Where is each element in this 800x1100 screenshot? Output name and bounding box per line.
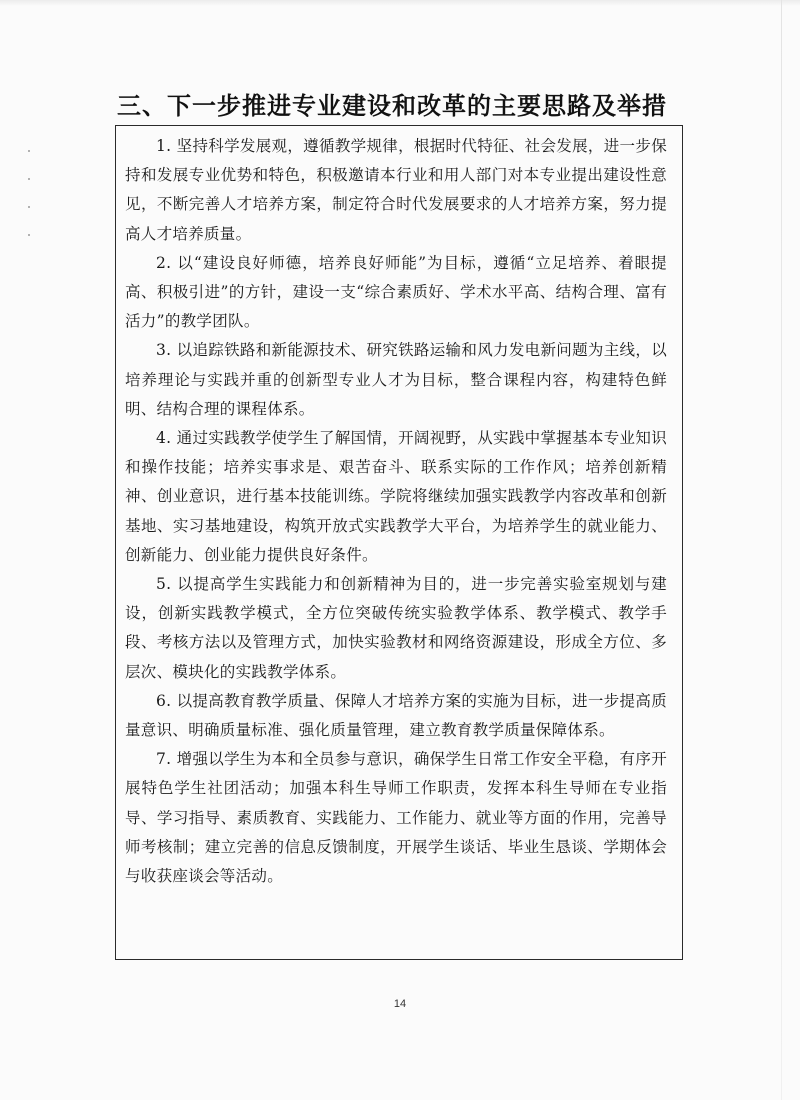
paragraph-3: 3. 以追踪铁路和新能源技术、研究铁路运输和风力发电新问题为主线，以培养理论与实践并重的创新型专业人才为目标，整合课程内容，构建特色鲜明、结构合理的课程体系。	[125, 341, 667, 418]
content-box	[115, 125, 683, 960]
scan-top-edge	[0, 0, 800, 6]
page-number: 14	[393, 998, 407, 1010]
paragraph-1: 1. 坚持科学发展观，遵循教学规律，根据时代特征、社会发展，进一步保持和发展专业优势和特色，积极邀请本行业和用人部门对本专业提出建设性意见，不断完善人才培养方案，制定符合时代发展要求的人才培养方案，努力提高人才培养质量。	[125, 137, 667, 243]
paragraph-6: 6. 以提高教育教学质量、保障人才培养方案的实施为目标，进一步提高质量意识、明确质量标准、强化质量管理，建立教育教学质量保障体系。	[125, 691, 667, 740]
binding-holes	[26, 150, 32, 240]
paragraph-4: 4. 通过实践教学使学生了解国情，开阔视野，从实践中掌握基本专业知识和操作技能；培养实事求是、艰苦奋斗、联系实际的工作作风；培养创新精神、创业意识，进行基本技能训练。学院将继续加强实践教学内容改革和创新基地、实习基地建设，构筑开放式实践教学大平台，为培养学生的就业能力、创新能力、创业能力提供良好条件。	[125, 429, 667, 564]
scan-right-edge	[781, 0, 782, 1100]
binding-dot	[28, 178, 30, 180]
binding-dot	[28, 206, 30, 208]
section-title: 三、下一步推进专业建设和改革的主要思路及举措	[117, 92, 667, 120]
binding-dot	[28, 150, 30, 152]
binding-dot	[28, 234, 30, 236]
paragraph-7: 7. 增强以学生为本和全员参与意识，确保学生日常工作安全平稳，有序开展特色学生社团活动；加强本科生导师工作职责，发挥本科生导师在专业指导、学习指导、素质教育、实践能力、工作能力、就业等方面的作用，完善导师考核制；建立完善的信息反馈制度，开展学生谈话、毕业生恳谈、学期体会与收获座谈会等活动。	[125, 750, 667, 886]
paragraph-5: 5. 以提高学生实践能力和创新精神为目的，进一步完善实验室规划与建设，创新实践教学模式，全方位突破传统实验教学体系、教学模式、教学手段、考核方法以及管理方式，加快实验教材和网络资源建设，形成全方位、多层次、模块化的实践教学体系。	[125, 575, 667, 681]
paragraph-2: 2. 以“建设良好师德，培养良好师能”为目标，遵循“立足培养、着眼提高、积极引进”的方针，建设一支“综合素质好、学术水平高、结构合理、富有活力”的教学团队。	[125, 253, 667, 331]
